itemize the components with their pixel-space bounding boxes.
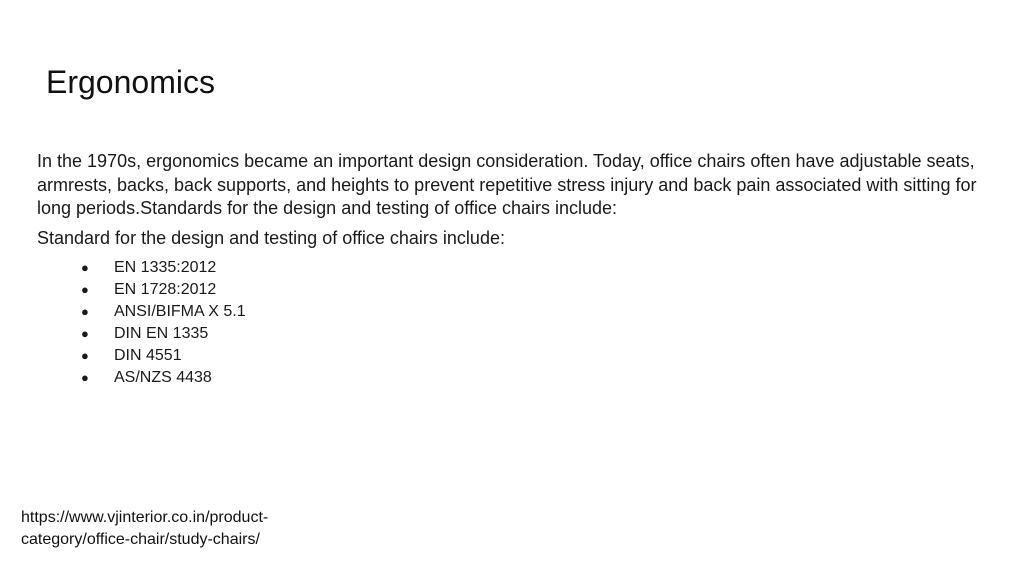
source-url-line-1: https://www.vjinterior.co.in/product- — [21, 509, 269, 526]
source-url-text — [21, 507, 341, 551]
slide-title: Ergonomics — [46, 64, 215, 100]
list-item — [37, 279, 977, 301]
intro-paragraph: In the 1970s, ergonomics became an important design consideration. Today, office chairs often have adjustable seats, armrests, backs, back supports, and heights to prevent repetitive stress injury and back pain associated with sitting for long periods.Standards for the design and testing of office chairs include: — [37, 151, 977, 218]
standard-label: ANSI/BIFMA X 5.1 — [114, 303, 246, 320]
list-item — [37, 257, 977, 279]
bullet-icon: ● — [81, 370, 89, 385]
standards-intro-paragraph: Standard for the design and testing of office chairs include: — [37, 227, 505, 248]
standard-label: EN 1728:2012 — [114, 281, 217, 298]
bullet-icon: ● — [81, 282, 89, 297]
slide-body — [37, 150, 977, 389]
bullet-icon: ● — [81, 348, 89, 363]
bullet-icon: ● — [81, 260, 89, 275]
list-item — [37, 323, 977, 345]
standard-label: EN 1335:2012 — [114, 259, 217, 276]
standard-label: DIN 4551 — [114, 347, 182, 364]
list-item — [37, 345, 977, 367]
standards-list — [37, 257, 977, 389]
bullet-icon: ● — [81, 326, 89, 341]
list-item — [37, 301, 977, 323]
list-item — [37, 367, 977, 389]
standard-label: AS/NZS 4438 — [114, 369, 212, 386]
source-url-line-2: category/office-chair/study-chairs/ — [21, 531, 260, 548]
standard-label: DIN EN 1335 — [114, 325, 209, 342]
bullet-icon: ● — [81, 304, 89, 319]
